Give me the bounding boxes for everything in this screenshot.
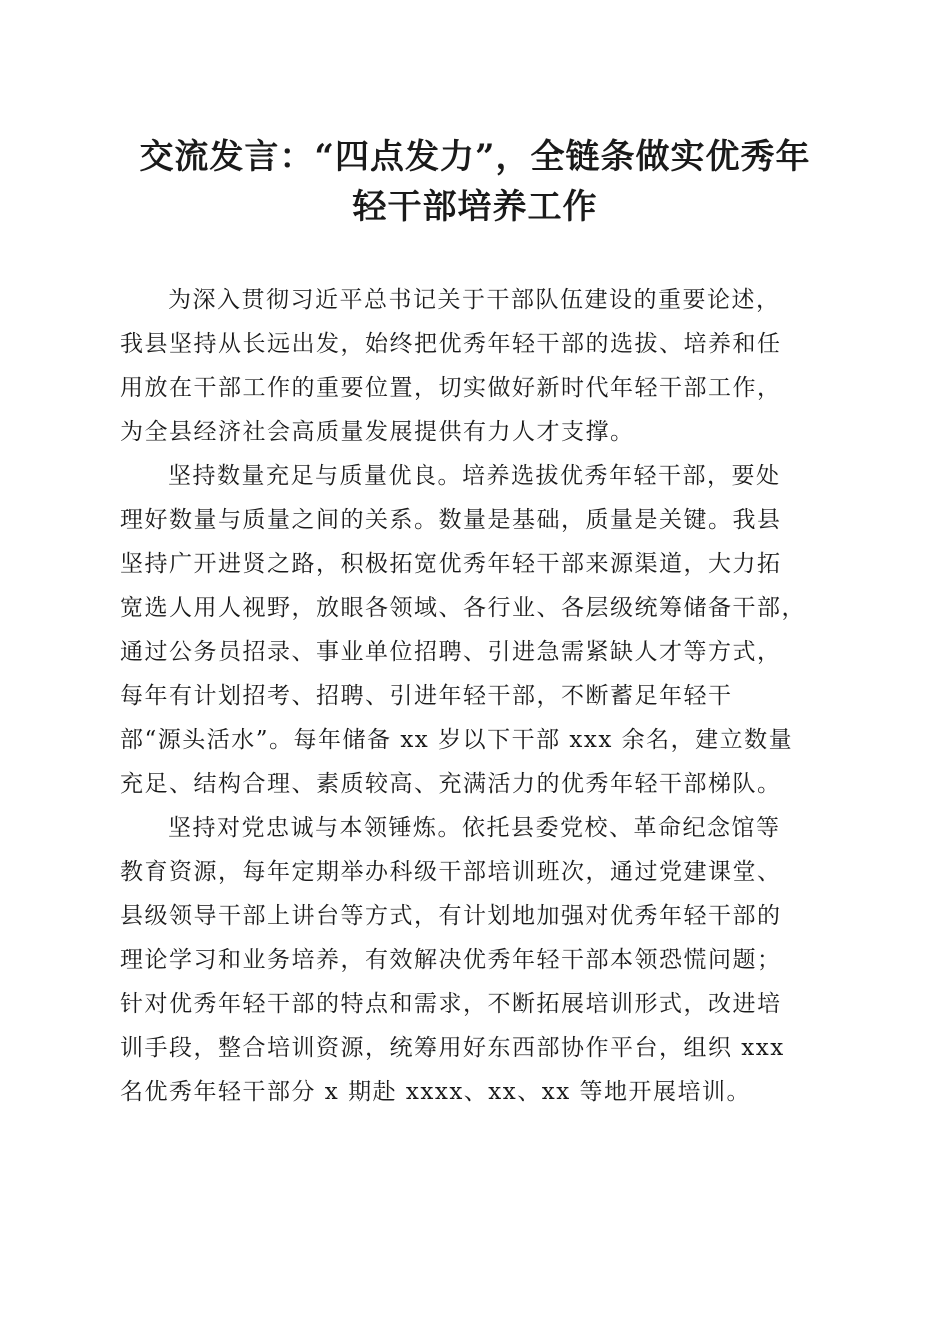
paragraph-line: 理论学习和业务培养，有效解决优秀年轻干部本领恐慌问题； [120,947,782,973]
paragraph-line: 宽选人用人视野，放眼各领域、各行业、各层级统筹储备干部， [120,595,806,621]
paragraph-line: 针对优秀年轻干部的特点和需求，不断拓展培训形式，改进培 [120,991,782,1017]
paragraph-line: 坚持广开进贤之路，积极拓宽优秀年轻干部来源渠道，大力拓 [120,551,782,577]
paragraph-line: 用放在干部工作的重要位置，切实做好新时代年轻干部工作， [120,375,782,401]
document-title [110,132,840,232]
paragraph-line: 我县坚持从长远出发，始终把优秀年轻干部的选拔、培养和任 [120,331,782,357]
paragraph-line: 为深入贯彻习近平总书记关于干部队伍建设的重要论述， [168,287,781,313]
paragraph-line: 县级领导干部上讲台等方式，有计划地加强对优秀年轻干部的 [120,903,782,929]
paragraph-loyalty-training [120,806,832,1114]
paragraph-line: 部“源头活水”。每年储备 xx 岁以下干部 xxx 余名，建立数量 [120,727,794,753]
paragraph-line: 名优秀年轻干部分 x 期赴 xxxx、xx、xx 等地开展培训。 [120,1079,751,1105]
paragraph-line: 理好数量与质量之间的关系。数量是基础，质量是关键。我县 [120,507,782,533]
paragraph-line: 坚持数量充足与质量优良。培养选拔优秀年轻干部，要处 [168,463,781,489]
paragraph-line: 坚持对党忠诚与本领锤炼。依托县委党校、革命纪念馆等 [168,815,781,841]
title-line-2: 轻干部培养工作 [352,187,598,227]
paragraph-line: 教育资源，每年定期举办科级干部培训班次，通过党建课堂、 [120,859,782,885]
paragraph-line: 为全县经济社会高质量发展提供有力人才支撑。 [120,419,635,445]
paragraph-intro [120,278,832,454]
paragraph-line: 通过公务员招录、事业单位招聘、引进急需紧缺人才等方式， [120,639,782,665]
paragraph-line: 训手段，整合培训资源，统筹用好东西部协作平台，组织 xxx [120,1035,785,1061]
document-body [120,278,832,1114]
paragraph-line: 充足、结构合理、素质较高、充满活力的优秀年轻干部梯队。 [120,771,782,797]
paragraph-quantity-quality [120,454,832,806]
paragraph-line: 每年有计划招考、招聘、引进年轻干部，不断蓄足年轻干 [120,683,733,709]
title-line-1: 交流发言：“四点发力”，全链条做实优秀年 [139,137,811,177]
